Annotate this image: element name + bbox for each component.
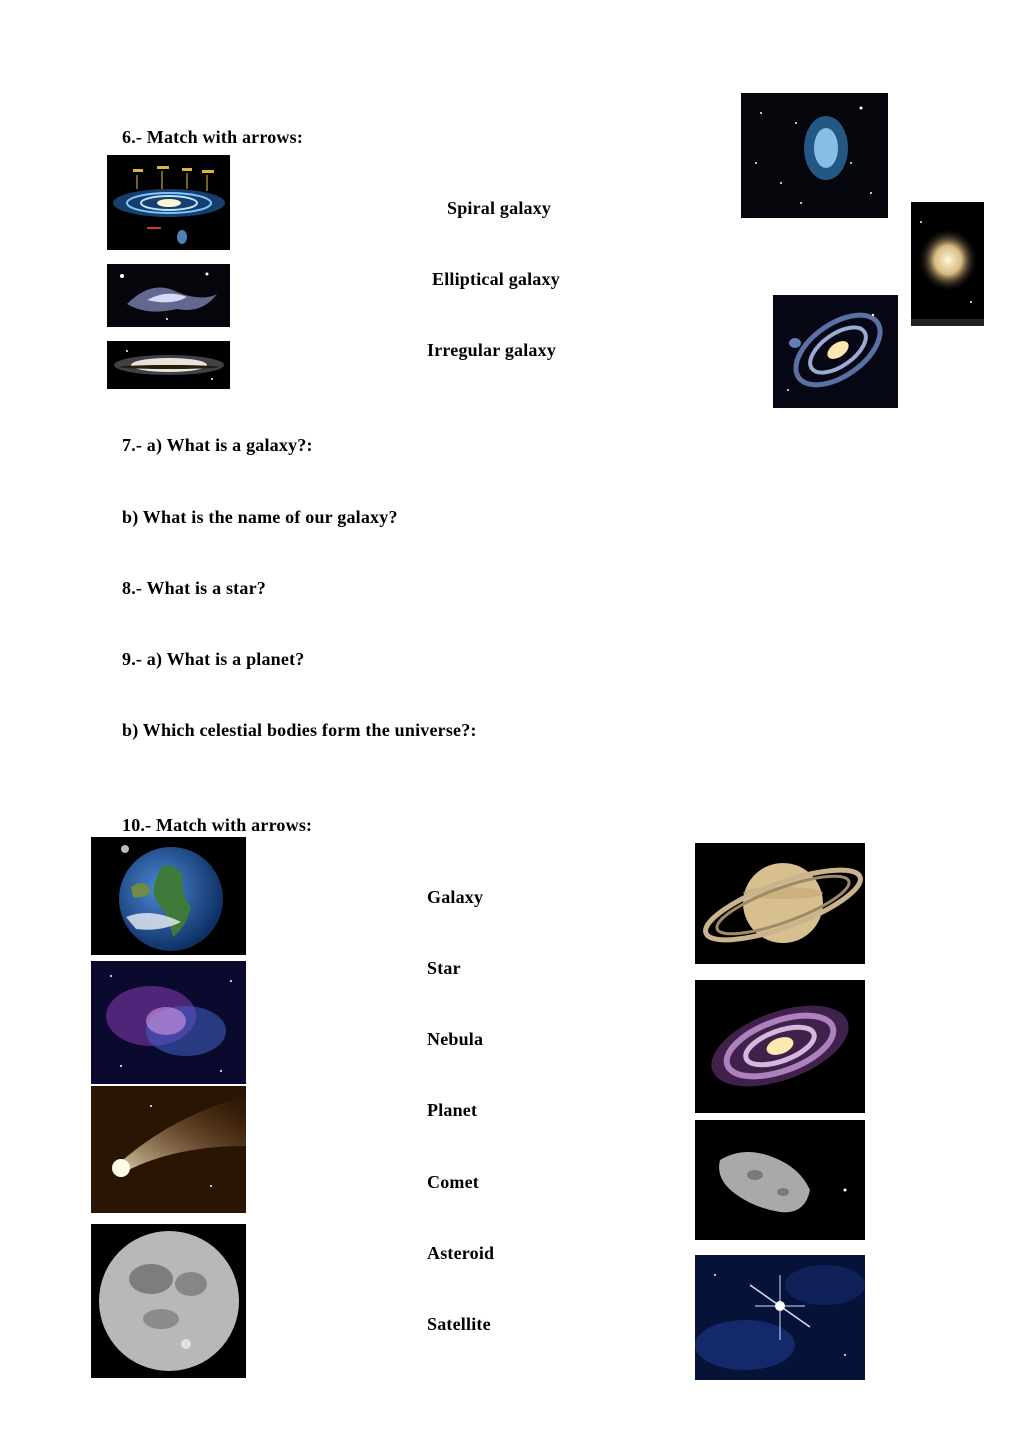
sombrero-galaxy-image [107, 341, 230, 389]
q8-question: 8.- What is a star? [122, 578, 266, 598]
asteroid-image [695, 1120, 865, 1240]
nebula-image [91, 961, 246, 1084]
spiral-galaxy-photo-image [773, 295, 898, 408]
q10-label-nebula: Nebula [427, 1029, 484, 1049]
q10-title: 10.- Match with arrows: [122, 815, 313, 835]
q10-label-comet: Comet [427, 1172, 479, 1192]
moon-image [91, 1224, 246, 1378]
q6-label-irregular: Irregular galaxy [427, 340, 557, 360]
q10-label-planet: Planet [427, 1100, 478, 1120]
q9-b-question: b) Which celestial bodies form the universe?: [122, 720, 477, 740]
elliptical-galaxy-image [911, 202, 984, 326]
q10-label-asteroid: Asteroid [427, 1243, 495, 1263]
q9-a-question: 9.- a) What is a planet? [122, 649, 305, 669]
q6-label-spiral: Spiral galaxy [447, 198, 552, 218]
comet-image [91, 1086, 246, 1213]
q6-label-elliptical: Elliptical galaxy [432, 269, 560, 289]
q6-title: 6.- Match with arrows: [122, 127, 304, 147]
q7-b-question: b) What is the name of our galaxy? [122, 507, 398, 527]
saturn-image [695, 843, 865, 964]
q10-label-star: Star [427, 958, 461, 978]
q10-label-satellite: Satellite [427, 1314, 491, 1334]
spiral-galaxy-image [695, 980, 865, 1113]
star-image [695, 1255, 865, 1380]
spiral-galaxy-diagram-image [107, 155, 230, 250]
q10-label-galaxy: Galaxy [427, 887, 484, 907]
earth-image [91, 837, 246, 955]
irregular-galaxy-image [107, 264, 230, 327]
blue-irregular-galaxy-image [741, 93, 888, 218]
q7-a-question: 7.- a) What is a galaxy?: [122, 435, 313, 455]
